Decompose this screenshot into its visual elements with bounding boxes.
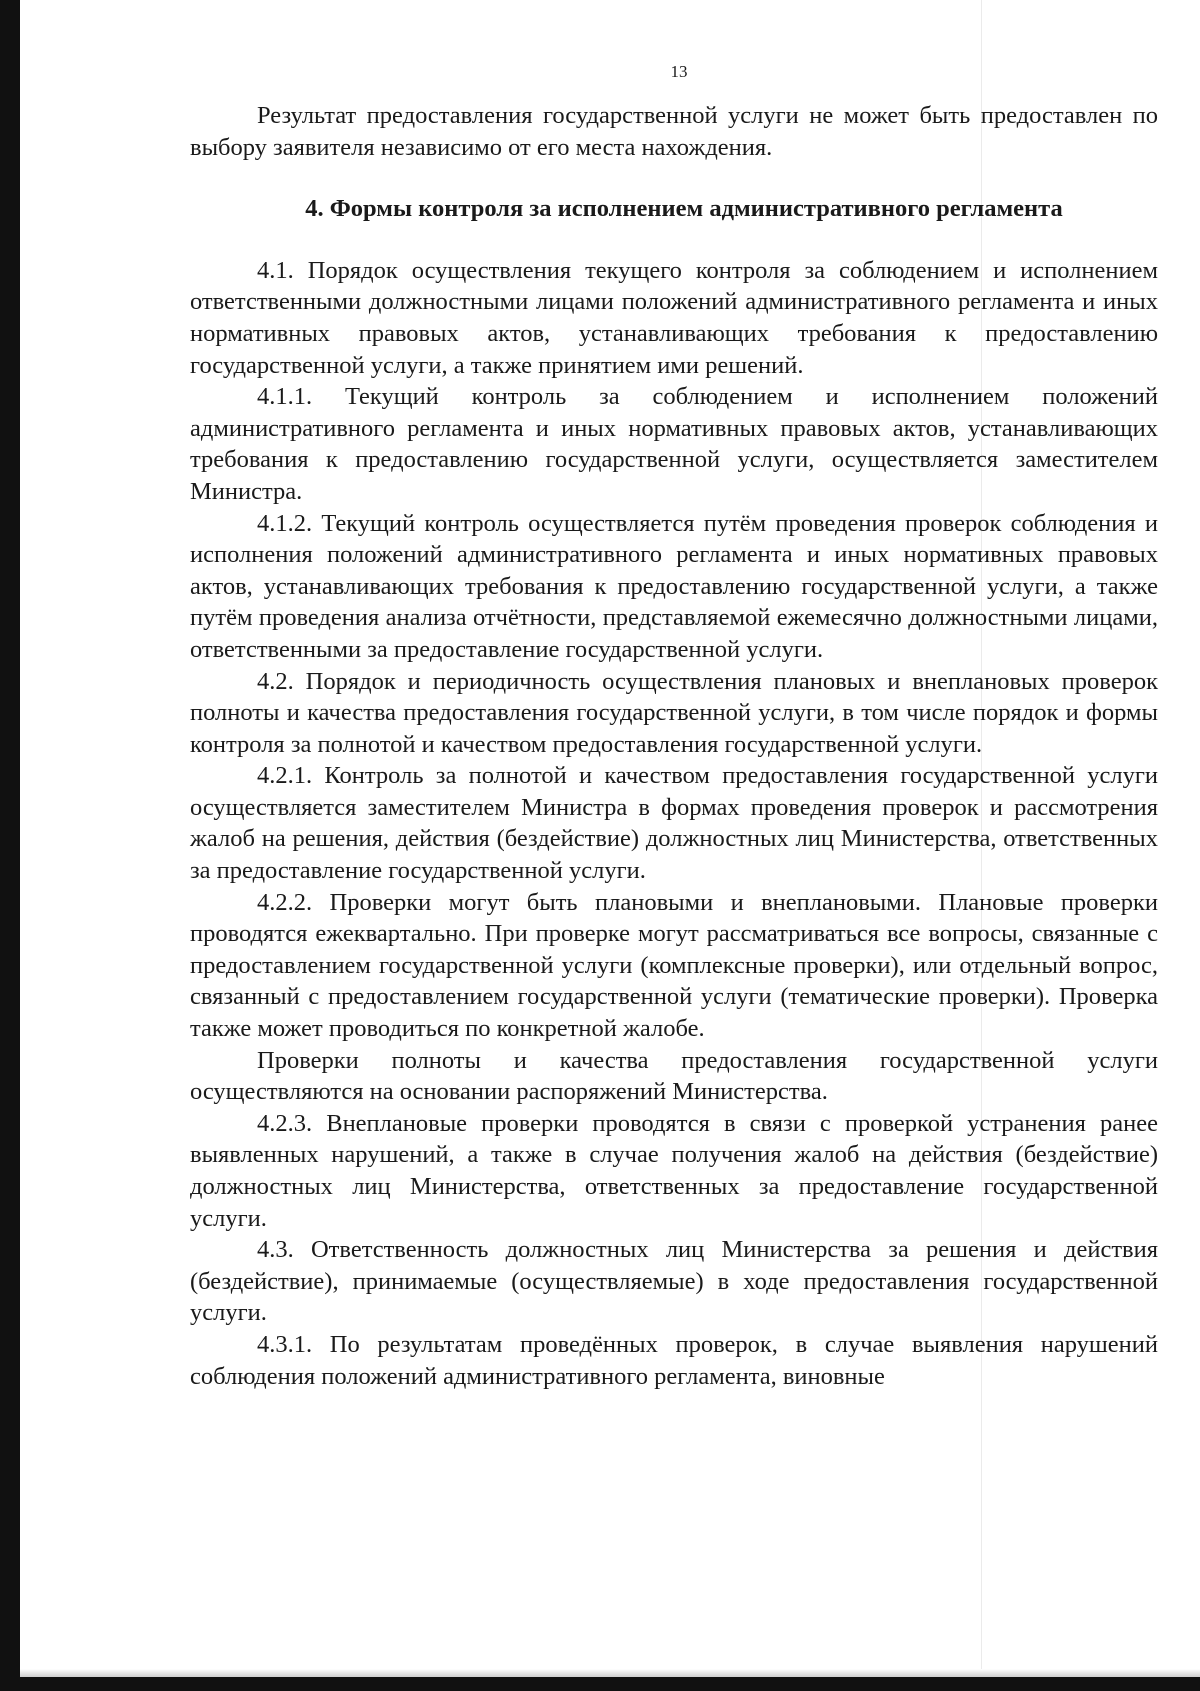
paragraph-4-2-2: 4.2.2. Проверки могут быть плановыми и внеплановыми. Плановые проверки проводятся ежеквартально. При проверке могут рассматриваться все вопросы, связанные с предоставлением государственной услуги (комплексные проверки), или отдельный вопрос, связанный с предоставлением государственной услуги (тематические проверки). Проверка также может проводиться по конкретной жалобе. [190,888,1158,1043]
page-number: 13 [670,62,688,81]
paragraph-4-3-1: 4.3.1. По результатам проведённых проверок, в случае выявления нарушений соблюдения положений административного регламента, виновные [190,1330,1158,1390]
scan-bottom-border [0,1677,1200,1691]
paragraph-4-1-2: 4.1.2. Текущий контроль осуществляется путём проведения проверок соблюдения и исполнения положений административного регламента и иных нормативных правовых актов, устанавливающих требования к предоставлению государственной услуги, а также путём проведения анализа отчётности, представляемой ежемесячно должностными лицами, ответственными за предоставление государственной услуги. [190,509,1158,663]
paragraph-4-3: 4.3. Ответственность должностных лиц Министерства за решения и действия (бездействие), принимаемые (осуществляемые) в ходе предоставления государственной услуги. [190,1236,1158,1327]
document-page [190,62,1158,1392]
paragraph-4-1-1: 4.1.1. Текущий контроль за соблюдением и исполнением положений административного регламента и иных нормативных правовых актов, устанавливающих требования к предоставлению государственной услуги, осуществляется заместителем Министра. [190,383,1158,505]
section-heading: 4. Формы контроля за исполнением административного регламента [305,195,1063,223]
intro-paragraph: Результат предоставления государственной услуги не может быть предоставлен по выбору заявителя независимо от его места нахождения. [190,102,1158,161]
scan-left-border [0,0,20,1691]
paragraph-4-1: 4.1. Порядок осуществления текущего контроля за соблюдением и исполнением ответственными должностными лицами положений административного регламента и иных нормативных правовых актов, устанавливающих требования к предоставлению государственной услуги, а также принятием ими решений. [190,256,1158,379]
paragraph-inspections-basis: Проверки полноты и качества предоставления государственной услуги осуществляются на основании распоряжений Министерства. [190,1046,1158,1106]
scan-bottom-shadow [20,1669,1200,1677]
paragraph-4-2-1: 4.2.1. Контроль за полнотой и качеством предоставления государственной услуги осуществляется заместителем Министра в формах проведения проверок и рассмотрения жалоб на решения, действия (бездействие) должностных лиц Министерства, ответственных за предоставление государственной услуги. [190,762,1158,885]
paragraph-4-2-3: 4.2.3. Внеплановые проверки проводятся в связи с проверкой устранения ранее выявленных нарушений, а также в случае получения жалоб на действия (бездействие) должностных лиц Министерства, ответственных за предоставление государственной услуги. [190,1109,1158,1232]
paragraph-4-2: 4.2. Порядок и периодичность осуществления плановых и внеплановых проверок полноты и качества предоставления государственной услуги, в том числе порядок и формы контроля за полнотой и качеством предоставления государственной услуги. [190,667,1158,758]
